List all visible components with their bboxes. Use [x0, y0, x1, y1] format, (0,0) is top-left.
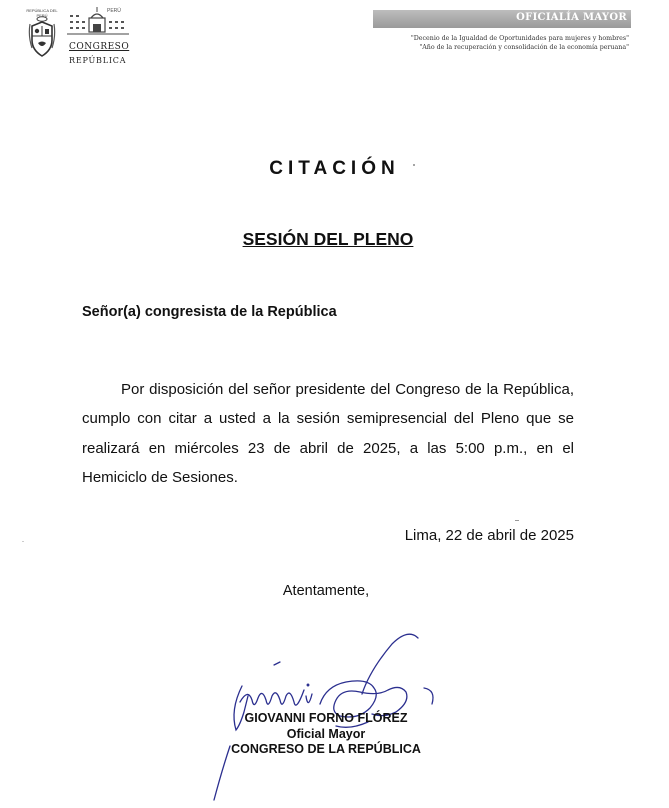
office-banner	[373, 10, 631, 28]
signatory-name: GIOVANNI FORNO FLÓREZ	[244, 711, 408, 725]
document-subtitle: SESIÓN DEL PLENO	[242, 229, 414, 249]
congreso-logo	[67, 6, 129, 66]
shield-icon	[28, 16, 56, 60]
logo-country-label: PERÚ	[107, 8, 121, 14]
ink-speck	[515, 520, 519, 521]
decade-line-1: "Decenio de la Igualdad de Oportunidades para mujeres y hombres"	[410, 35, 629, 42]
decade-motto	[373, 34, 629, 52]
document-title: CITACIÓN	[269, 158, 400, 179]
office-name: OFICIALÍA MAYOR	[516, 12, 627, 23]
letterhead	[0, 0, 669, 70]
coat-of-arms-seal	[22, 8, 62, 64]
ink-speck	[22, 541, 24, 542]
signatory-role: Oficial Mayor	[286, 726, 366, 741]
closing-salutation: Atentamente,	[282, 583, 370, 599]
ink-speck	[413, 164, 415, 166]
logo-name: CONGRESO	[69, 42, 130, 52]
recipient-line: Señor(a) congresista de la República	[82, 304, 337, 320]
crest-caption: REPÚBLICA DEL PERÚ	[26, 8, 58, 18]
signatory-institution: CONGRESO DE LA REPÚBLICA	[231, 742, 421, 756]
decade-line-2: "Año de la recuperación y consolidación de la economía peruana"	[419, 44, 629, 51]
body-paragraph: Por disposición del señor presidente del Congreso de la República, cumplo con citar a usted a la sesión semipresencial del Pleno que se realizará en miércoles 23 de abril de 2025, a las 5:00 p.m., en el Hemiciclo de Sesiones.	[82, 381, 574, 486]
logo-subname: REPÚBLICA	[69, 56, 127, 65]
signatory-block	[0, 711, 652, 758]
date-line: Lima, 22 de abril de 2025	[404, 527, 574, 544]
